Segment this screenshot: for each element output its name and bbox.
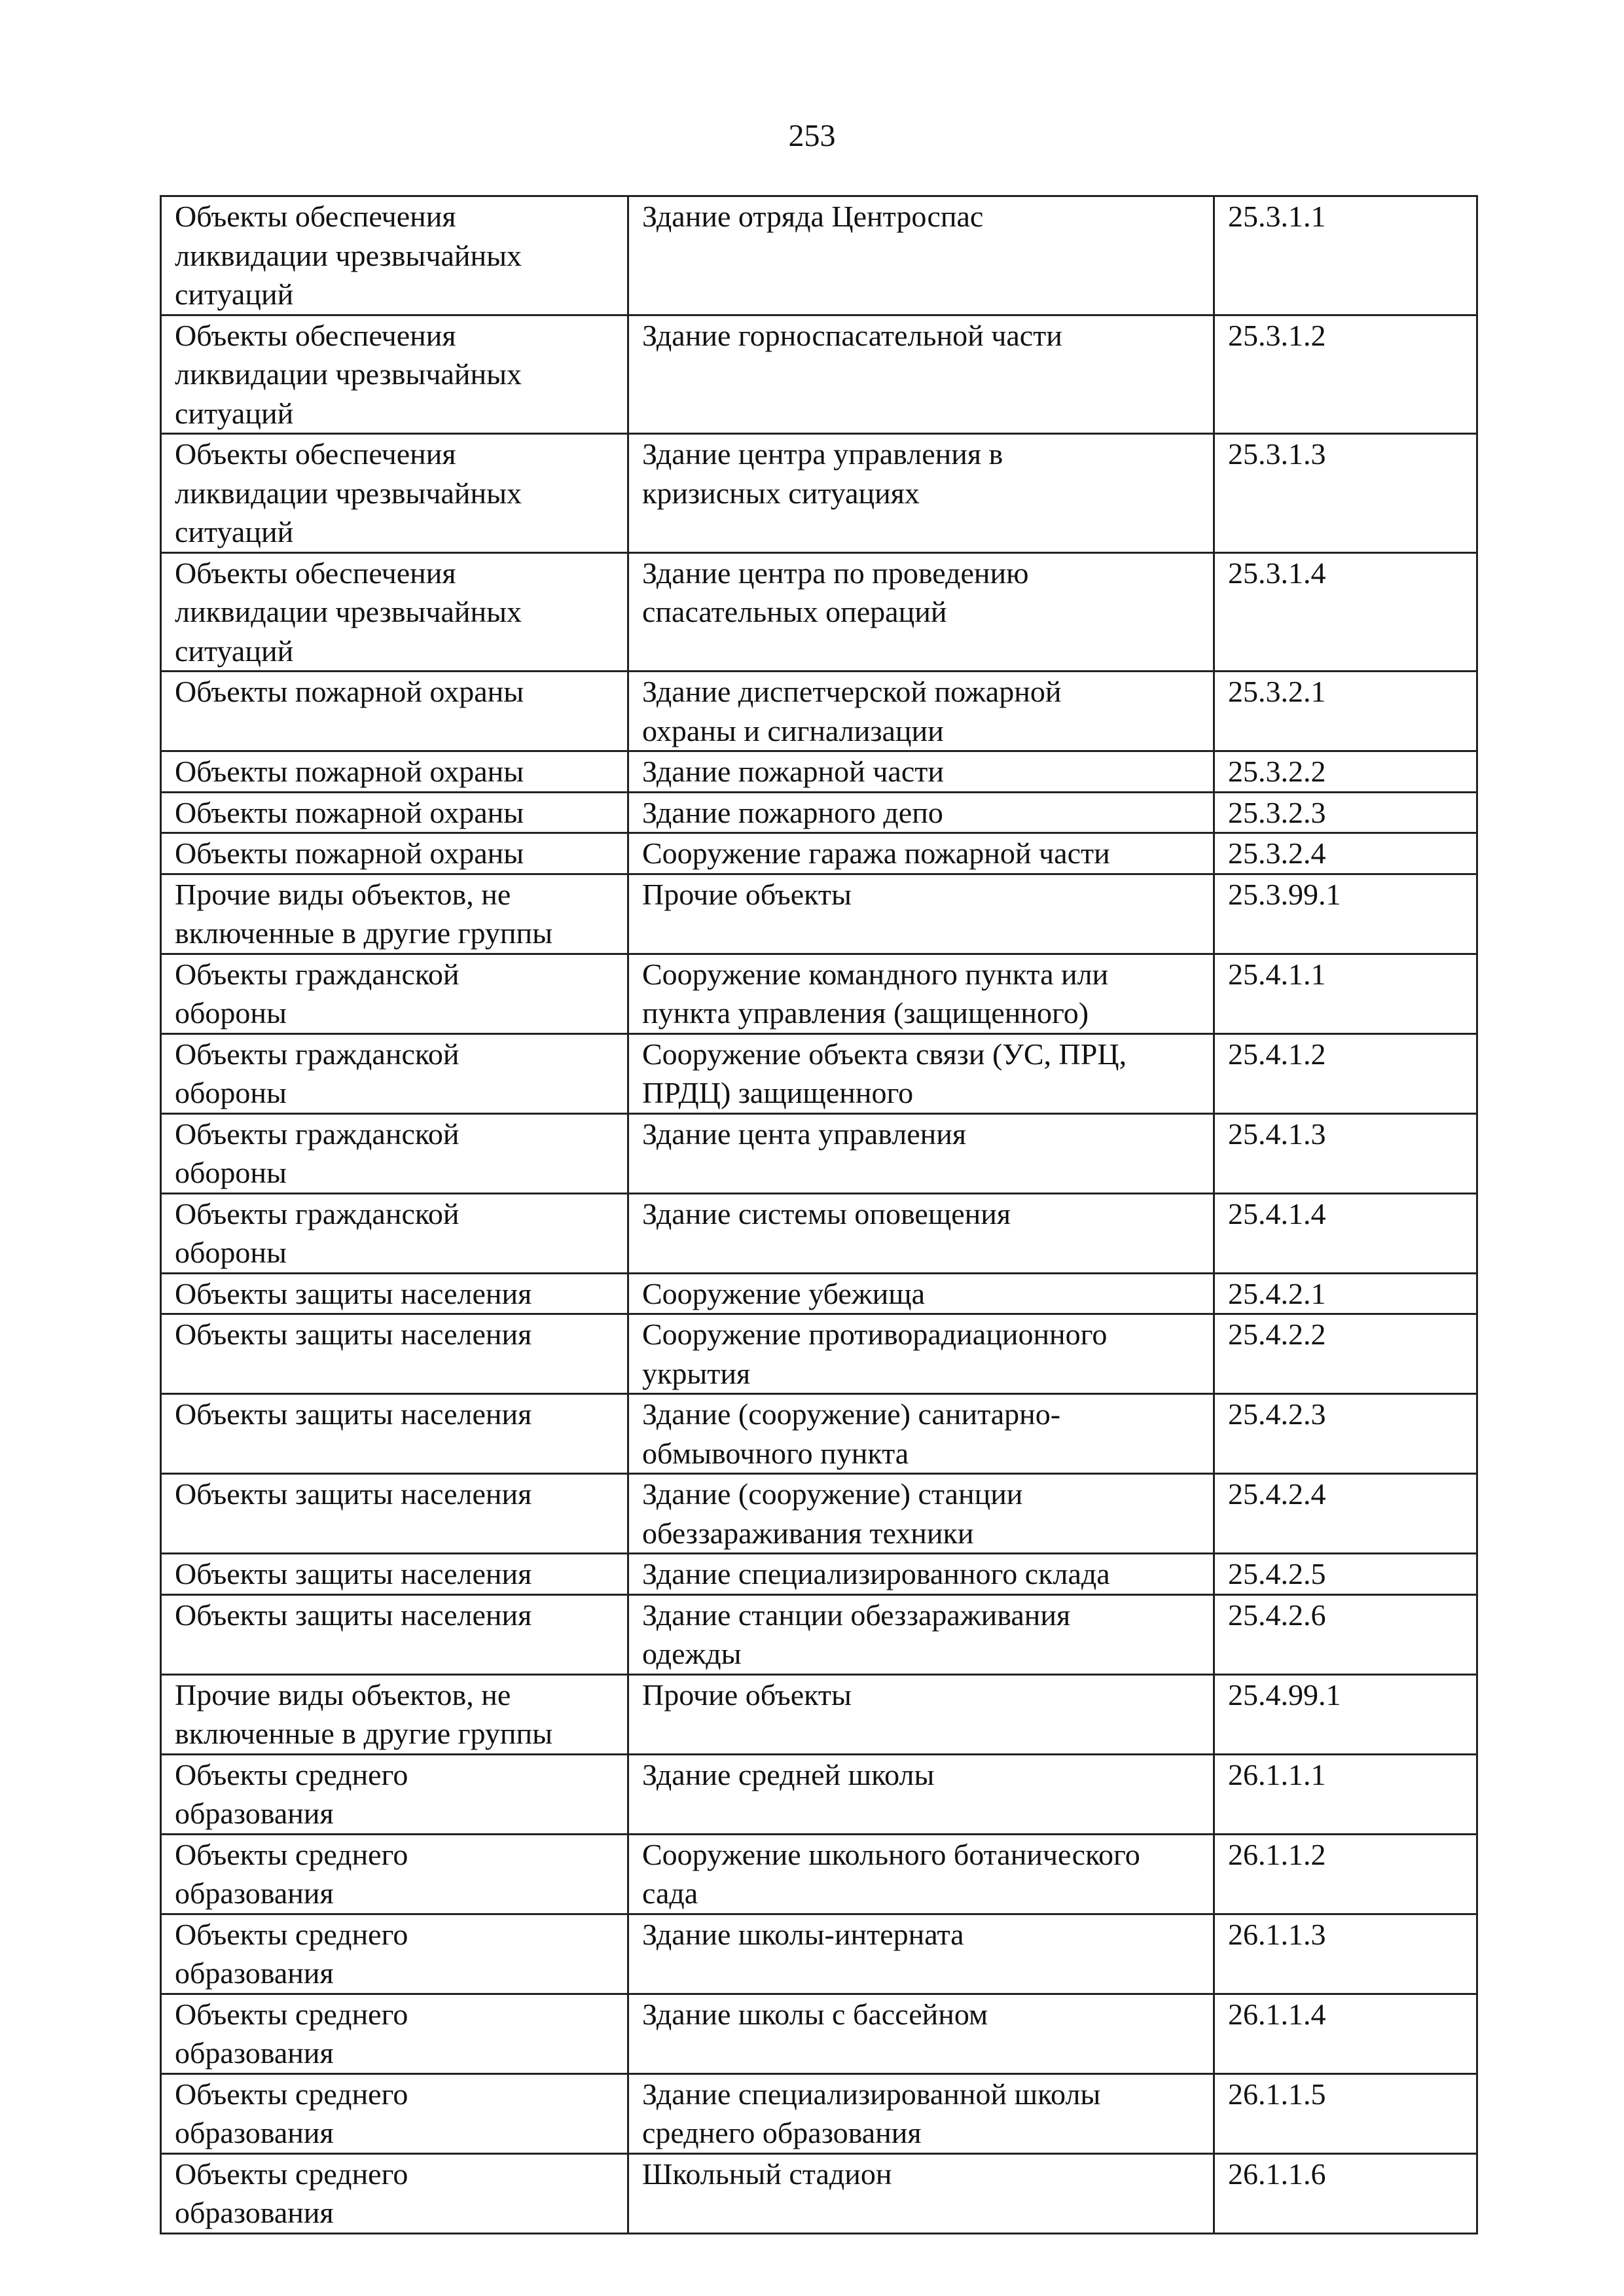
object-name-cell: Сооружение противорадиационного укрытия: [628, 1314, 1214, 1394]
objects-table: [160, 195, 1478, 2234]
object-group-cell: Объекты среднего образования: [161, 1914, 628, 1994]
table-row: [161, 874, 1477, 954]
object-name-cell: Сооружение убежища: [628, 1273, 1214, 1314]
object-group-cell: Объекты защиты населения: [161, 1554, 628, 1595]
object-group-cell: Объекты пожарной охраны: [161, 751, 628, 793]
table-row: [161, 1474, 1477, 1554]
table-row: [161, 1113, 1477, 1193]
object-name-cell: Здание специализированной школы среднего образования: [628, 2073, 1214, 2153]
table-row: [161, 1554, 1477, 1595]
object-name-cell: Здание отряда Центроспас: [628, 196, 1214, 315]
object-code-cell: 26.1.1.6: [1214, 2153, 1477, 2233]
object-code-cell: 25.4.2.6: [1214, 1594, 1477, 1674]
table-row: [161, 1834, 1477, 1914]
object-name-cell: Здание средней школы: [628, 1754, 1214, 1834]
object-group-cell: Объекты гражданской обороны: [161, 954, 628, 1033]
table-row: [161, 1674, 1477, 1754]
object-name-cell: Здание центра по проведению спасательных операций: [628, 552, 1214, 672]
object-group-cell: Прочие виды объектов, не включенные в другие группы: [161, 1674, 628, 1754]
object-code-cell: 25.3.1.1: [1214, 196, 1477, 315]
object-code-cell: 25.3.2.4: [1214, 833, 1477, 874]
table-row: [161, 1193, 1477, 1273]
object-group-cell: Объекты среднего образования: [161, 2153, 628, 2233]
object-name-cell: Здание диспетчерской пожарной охраны и сигнализации: [628, 672, 1214, 751]
object-code-cell: 25.3.2.1: [1214, 672, 1477, 751]
object-code-cell: 25.4.1.1: [1214, 954, 1477, 1033]
object-code-cell: 26.1.1.4: [1214, 1994, 1477, 2073]
object-name-cell: Здание (сооружение) станции обеззараживания техники: [628, 1474, 1214, 1554]
object-code-cell: 25.4.2.5: [1214, 1554, 1477, 1595]
object-name-cell: Прочие объекты: [628, 874, 1214, 954]
table-row: [161, 954, 1477, 1033]
object-name-cell: Здание специализированного склада: [628, 1554, 1214, 1595]
object-name-cell: Сооружение объекта связи (УС, ПРЦ, ПРДЦ) защищенного: [628, 1033, 1214, 1113]
table-row: [161, 2153, 1477, 2233]
object-code-cell: 25.4.2.4: [1214, 1474, 1477, 1554]
table-row: [161, 672, 1477, 751]
table-row: [161, 751, 1477, 793]
object-code-cell: 25.4.2.1: [1214, 1273, 1477, 1314]
table-row: [161, 1594, 1477, 1674]
object-group-cell: Объекты гражданской обороны: [161, 1113, 628, 1193]
table-row: [161, 1994, 1477, 2073]
object-group-cell: Прочие виды объектов, не включенные в другие группы: [161, 874, 628, 954]
table-row: [161, 1394, 1477, 1474]
object-name-cell: Здание пожарной части: [628, 751, 1214, 793]
object-group-cell: Объекты пожарной охраны: [161, 792, 628, 833]
object-name-cell: Школьный стадион: [628, 2153, 1214, 2233]
table-row: [161, 2073, 1477, 2153]
object-name-cell: Здание центра управления в кризисных ситуациях: [628, 434, 1214, 553]
object-code-cell: 26.1.1.2: [1214, 1834, 1477, 1914]
table-row: [161, 833, 1477, 874]
object-name-cell: Здание (сооружение) санитарно- обмывочного пункта: [628, 1394, 1214, 1474]
object-code-cell: 25.3.1.2: [1214, 315, 1477, 434]
object-group-cell: Объекты защиты населения: [161, 1474, 628, 1554]
object-code-cell: 25.4.1.3: [1214, 1113, 1477, 1193]
table-row: [161, 196, 1477, 315]
object-group-cell: Объекты защиты населения: [161, 1314, 628, 1394]
object-name-cell: Здание школы-интерната: [628, 1914, 1214, 1994]
object-name-cell: Сооружение командного пункта или пункта управления (защищенного): [628, 954, 1214, 1033]
object-name-cell: Здание станции обеззараживания одежды: [628, 1594, 1214, 1674]
object-code-cell: 25.3.99.1: [1214, 874, 1477, 954]
object-name-cell: Здание пожарного депо: [628, 792, 1214, 833]
object-name-cell: Прочие объекты: [628, 1674, 1214, 1754]
object-name-cell: Сооружение гаража пожарной части: [628, 833, 1214, 874]
object-group-cell: Объекты среднего образования: [161, 2073, 628, 2153]
object-code-cell: 25.4.2.3: [1214, 1394, 1477, 1474]
object-code-cell: 25.3.1.4: [1214, 552, 1477, 672]
table-row: [161, 792, 1477, 833]
object-group-cell: Объекты среднего образования: [161, 1834, 628, 1914]
object-code-cell: 25.4.2.2: [1214, 1314, 1477, 1394]
table-row: [161, 552, 1477, 672]
object-code-cell: 25.3.1.3: [1214, 434, 1477, 553]
table-row: [161, 1914, 1477, 1994]
table-row: [161, 1033, 1477, 1113]
object-name-cell: Здание системы оповещения: [628, 1193, 1214, 1273]
table-row: [161, 315, 1477, 434]
table-row: [161, 1754, 1477, 1834]
object-code-cell: 25.4.1.2: [1214, 1033, 1477, 1113]
object-group-cell: Объекты среднего образования: [161, 1754, 628, 1834]
object-group-cell: Объекты гражданской обороны: [161, 1193, 628, 1273]
object-code-cell: 25.3.2.3: [1214, 792, 1477, 833]
object-code-cell: 26.1.1.3: [1214, 1914, 1477, 1994]
object-group-cell: Объекты обеспечения ликвидации чрезвычайных ситуаций: [161, 196, 628, 315]
page-number: 253: [788, 118, 836, 153]
object-code-cell: 25.4.99.1: [1214, 1674, 1477, 1754]
table-row: [161, 1273, 1477, 1314]
object-group-cell: Объекты защиты населения: [161, 1394, 628, 1474]
object-name-cell: Здание цента управления: [628, 1113, 1214, 1193]
object-name-cell: Сооружение школьного ботанического сада: [628, 1834, 1214, 1914]
object-group-cell: Объекты обеспечения ликвидации чрезвычайных ситуаций: [161, 315, 628, 434]
table-row: [161, 1314, 1477, 1394]
object-name-cell: Здание школы с бассейном: [628, 1994, 1214, 2073]
object-group-cell: Объекты обеспечения ликвидации чрезвычайных ситуаций: [161, 552, 628, 672]
object-group-cell: Объекты защиты населения: [161, 1594, 628, 1674]
object-code-cell: 26.1.1.5: [1214, 2073, 1477, 2153]
object-code-cell: 26.1.1.1: [1214, 1754, 1477, 1834]
object-group-cell: Объекты среднего образования: [161, 1994, 628, 2073]
object-name-cell: Здание горноспасательной части: [628, 315, 1214, 434]
object-group-cell: Объекты обеспечения ликвидации чрезвычайных ситуаций: [161, 434, 628, 553]
object-group-cell: Объекты гражданской обороны: [161, 1033, 628, 1113]
table-row: [161, 434, 1477, 553]
object-group-cell: Объекты пожарной охраны: [161, 672, 628, 751]
object-group-cell: Объекты защиты населения: [161, 1273, 628, 1314]
object-group-cell: Объекты пожарной охраны: [161, 833, 628, 874]
object-code-cell: 25.4.1.4: [1214, 1193, 1477, 1273]
object-code-cell: 25.3.2.2: [1214, 751, 1477, 793]
